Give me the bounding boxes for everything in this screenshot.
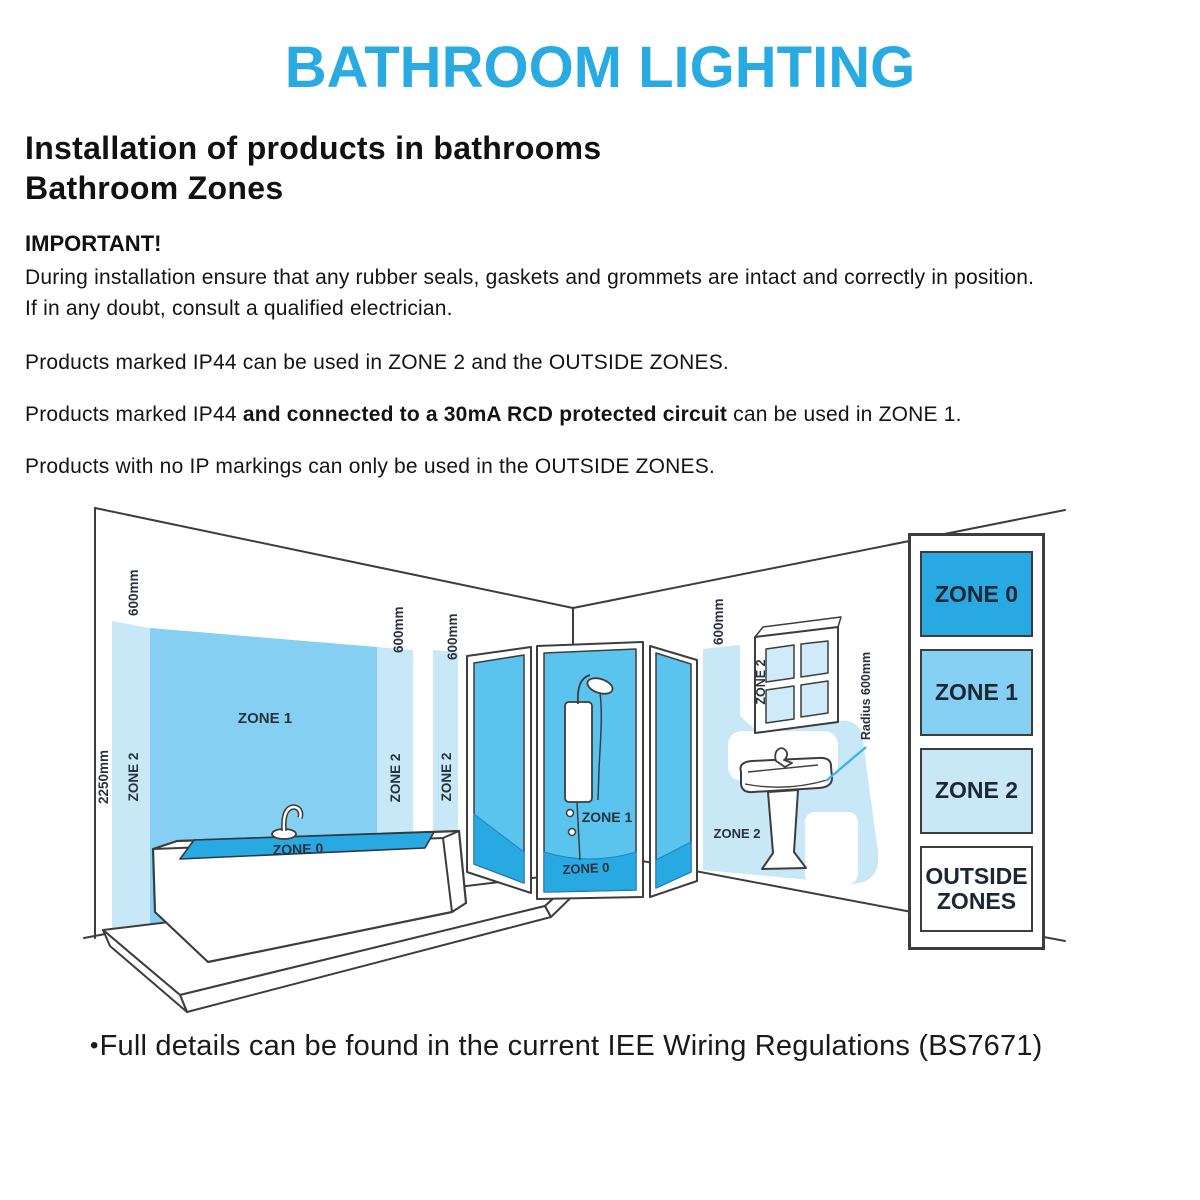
- label-zone0-shower: ZONE 0: [562, 859, 610, 878]
- sink-zone-white-interior: [805, 812, 858, 884]
- footnote: [90, 1030, 1043, 1063]
- paragraph-no-ip: Products with no IP markings can only be used in the OUTSIDE ZONES.: [25, 455, 715, 478]
- paragraph-ip44-zone2: Products marked IP44 can be used in ZONE 2 and the OUTSIDE ZONES.: [25, 351, 729, 374]
- paragraph-ip44-zone1: [25, 399, 1190, 430]
- window-pane-bottom-left: [766, 686, 794, 723]
- legend: [908, 533, 1045, 950]
- dim-600mm-shower-left: 600mm: [445, 613, 460, 660]
- legend-label-zone1: ZONE 1: [934, 678, 1019, 705]
- label-zone2-strip-shower-left: ZONE 2: [439, 752, 454, 802]
- footnote-text: Full details can be found in the current IEE Wiring Regulations (BS7671): [99, 1030, 1043, 1062]
- paragraph-installation-line2: If in any doubt, consult a qualified electrician.: [25, 297, 453, 320]
- label-radius-600mm: Radius 600mm: [859, 651, 873, 741]
- section-heading: [25, 128, 601, 208]
- label-zone2-sink: ZONE 2: [713, 826, 761, 841]
- shower-knob-top: [567, 810, 574, 817]
- legend-item-zone2: [920, 748, 1033, 834]
- heading-line-1: Installation of products in bathrooms: [25, 130, 602, 166]
- label-zone1-shower: ZONE 1: [581, 809, 633, 825]
- window-pane-top-left: [766, 645, 794, 682]
- dim-600mm-shower-right: 600mm: [711, 598, 726, 645]
- legend-item-outside-zones: [920, 846, 1033, 932]
- footnote-bullet: •: [90, 1032, 99, 1059]
- window-pane-top-right: [801, 641, 828, 677]
- legend-item-zone0: [920, 551, 1033, 637]
- dim-2250mm: 2250mm: [96, 749, 111, 805]
- label-zone0-bath: ZONE 0: [272, 840, 324, 858]
- heading-line-2: Bathroom Zones: [25, 170, 284, 206]
- paragraph-ip44-zone1-pre: Products marked IP44: [25, 403, 243, 426]
- paragraph-ip44-zone1-post: can be used in ZONE 1.: [727, 403, 962, 426]
- paragraph-installation-line1: During installation ensure that any rubber seals, gaskets and grommets are intact and correctly in position.: [25, 266, 1035, 289]
- paragraph-ip44-zone1-bold: and connected to a 30mA RCD protected circuit: [242, 403, 728, 426]
- shower-column: [565, 702, 592, 802]
- label-zone2-strip-left: ZONE 2: [126, 752, 141, 802]
- dim-600mm-bath-left: 600mm: [126, 569, 141, 616]
- paragraph-installation: [25, 262, 1190, 324]
- label-zone2-window: ZONE 2: [754, 659, 768, 705]
- legend-item-zone1: [920, 649, 1033, 735]
- bathroom-zones-diagram: [0, 500, 1200, 1020]
- legend-label-outside-zones: OUTSIDE ZONES: [925, 863, 1028, 914]
- ceiling-line-left: [95, 508, 573, 608]
- dim-600mm-bath-right: 600mm: [391, 606, 406, 653]
- important-label: IMPORTANT!: [25, 231, 162, 256]
- label-zone2-strip-bath-right: ZONE 2: [388, 753, 403, 803]
- page-title: BATHROOM LIGHTING: [284, 35, 916, 100]
- window-pane-bottom-right: [801, 681, 828, 717]
- legend-label-zone2: ZONE 2: [934, 777, 1019, 804]
- legend-label-zone0: ZONE 0: [934, 580, 1019, 607]
- shower-knob-bottom: [569, 829, 576, 836]
- label-zone1-wall: ZONE 1: [237, 710, 293, 727]
